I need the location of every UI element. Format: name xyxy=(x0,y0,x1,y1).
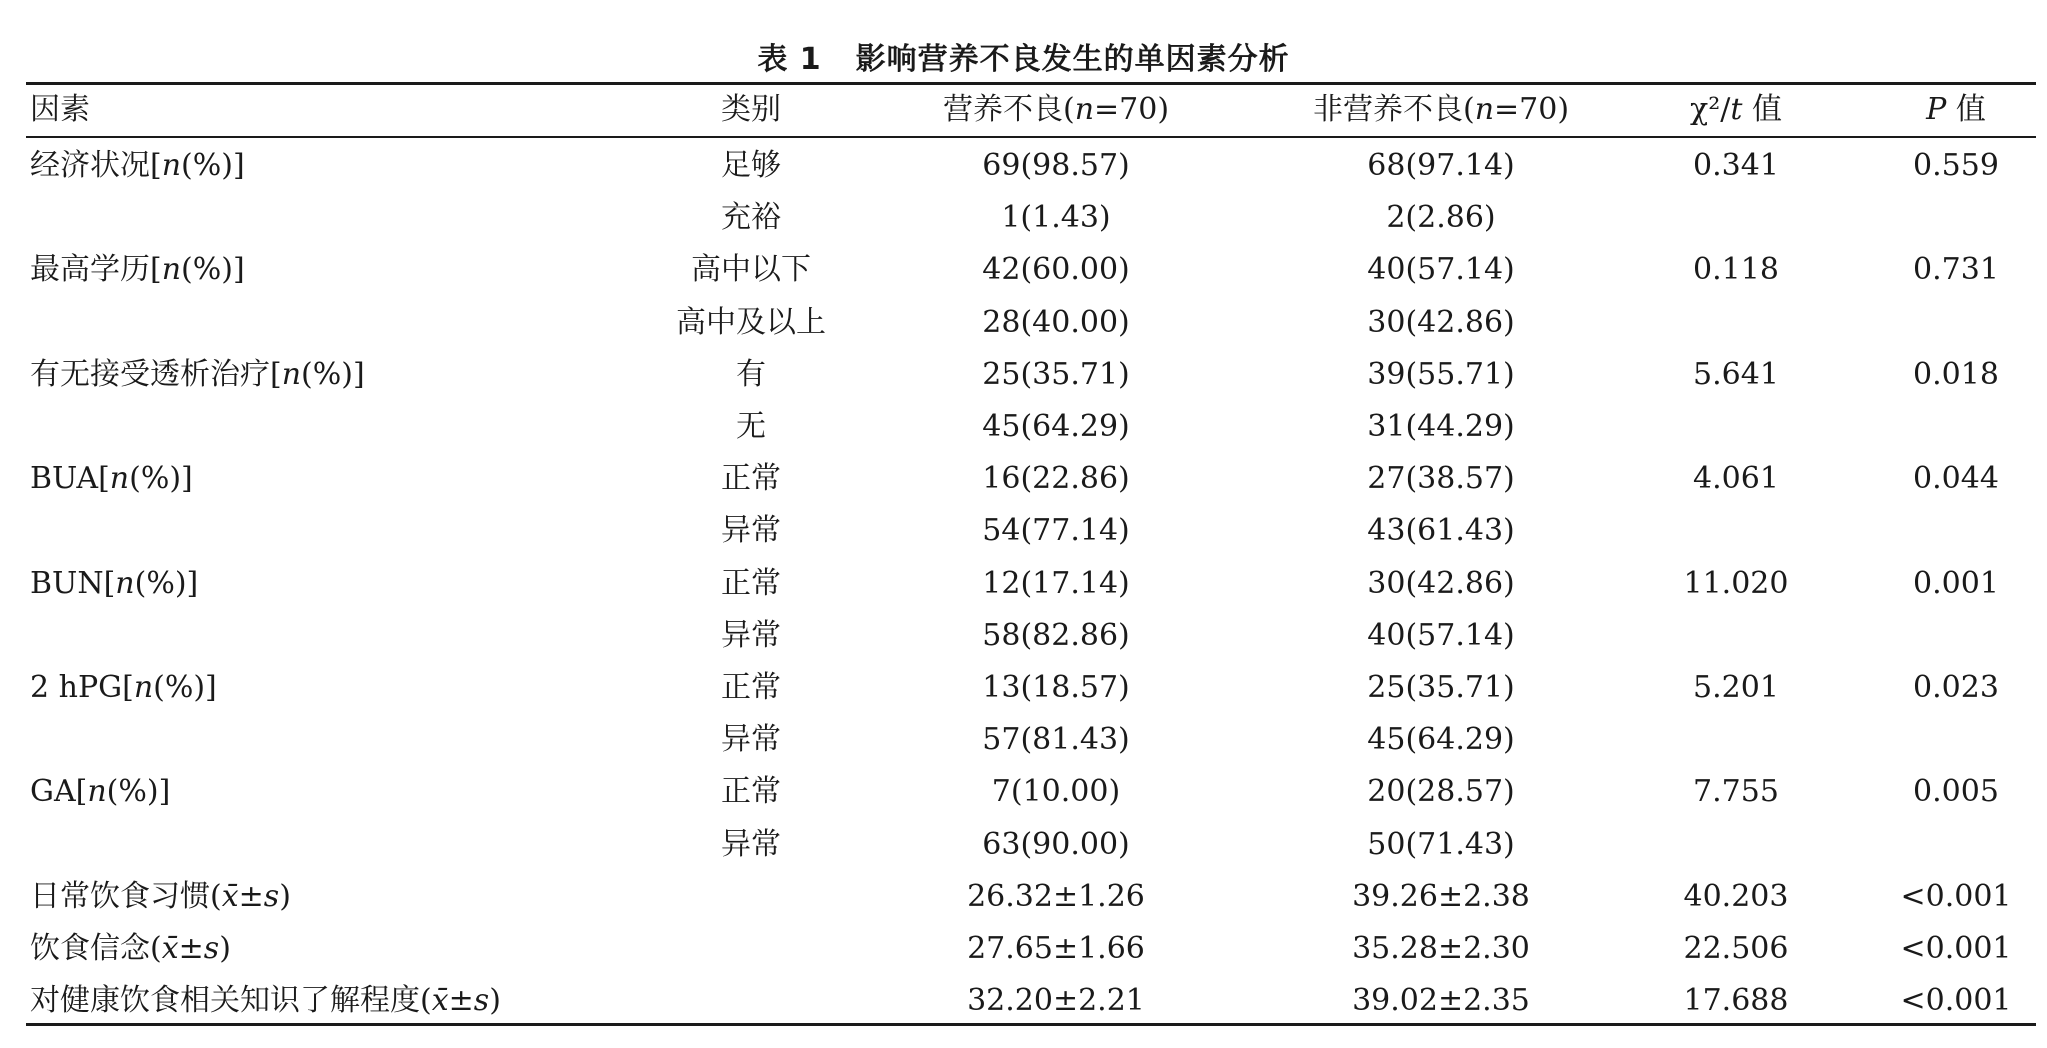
cell-factor: 经济状况[n(%)] xyxy=(30,148,245,183)
cell-malnutrition: 13(18.57) xyxy=(982,670,1130,705)
cell-non-malnutrition: 35.28±2.30 xyxy=(1352,931,1530,966)
cell-non-malnutrition: 30(42.86) xyxy=(1367,565,1515,601)
cell-non-malnutrition: 25(35.71) xyxy=(1367,670,1515,705)
cell-factor: 有无接受透析治疗[n(%)] xyxy=(30,356,365,392)
header-malnutrition: 营养不良(n=70) xyxy=(942,92,1170,127)
cell-factor: GA[n(%)] xyxy=(30,774,171,810)
cell-factor: BUA[n(%)] xyxy=(30,461,193,497)
cell-stat: 5.641 xyxy=(1693,356,1779,392)
cell-non-malnutrition: 40(57.14) xyxy=(1367,617,1515,653)
header-stat: χ²/t 值 xyxy=(1690,92,1782,127)
cell-malnutrition: 57(81.43) xyxy=(982,722,1130,758)
table-row xyxy=(26,453,2036,505)
cell-non-malnutrition: 43(61.43) xyxy=(1367,513,1515,549)
cell-non-malnutrition: 30(42.86) xyxy=(1367,304,1515,340)
cell-non-malnutrition: 68(97.14) xyxy=(1367,148,1515,183)
table-row xyxy=(26,192,2036,244)
cell-p-value: 0.023 xyxy=(1913,670,1999,705)
header-p-value: P 值 xyxy=(1926,92,1986,127)
header-factor: 因素 xyxy=(30,92,90,127)
cell-stat: 17.688 xyxy=(1683,983,1789,1019)
cell-malnutrition: 28(40.00) xyxy=(982,304,1130,340)
cell-category: 有 xyxy=(736,356,766,392)
cell-category: 足够 xyxy=(721,148,781,183)
header-category: 类别 xyxy=(721,92,781,127)
cell-p-value: <0.001 xyxy=(1900,931,2012,966)
table-row xyxy=(26,819,2036,871)
cell-non-malnutrition: 31(44.29) xyxy=(1367,409,1515,444)
cell-non-malnutrition: 2(2.86) xyxy=(1386,200,1496,236)
cell-category: 高中及以上 xyxy=(676,304,826,340)
cell-category: 异常 xyxy=(721,722,781,758)
cell-category: 异常 xyxy=(721,513,781,549)
cell-stat: 11.020 xyxy=(1683,565,1789,601)
cell-category: 充裕 xyxy=(721,200,781,236)
table-row xyxy=(26,140,2036,192)
cell-p-value: 0.044 xyxy=(1913,461,1999,497)
cell-factor: 饮食信念(x̄±s) xyxy=(30,931,231,966)
table-row xyxy=(26,505,2036,557)
cell-malnutrition: 1(1.43) xyxy=(1001,200,1111,236)
cell-non-malnutrition: 50(71.43) xyxy=(1367,826,1515,862)
cell-stat: 0.341 xyxy=(1693,148,1779,183)
cell-malnutrition: 69(98.57) xyxy=(982,148,1130,183)
table-header-row xyxy=(26,84,2036,136)
cell-non-malnutrition: 40(57.14) xyxy=(1367,252,1515,288)
cell-non-malnutrition: 39.26±2.38 xyxy=(1352,878,1530,914)
cell-malnutrition: 45(64.29) xyxy=(982,409,1130,444)
cell-category: 高中以下 xyxy=(691,252,811,288)
cell-factor: 最高学历[n(%)] xyxy=(30,252,245,288)
cell-category: 异常 xyxy=(721,826,781,862)
cell-malnutrition: 58(82.86) xyxy=(982,617,1130,653)
table-row xyxy=(26,766,2036,818)
table-row xyxy=(26,349,2036,401)
cell-category: 正常 xyxy=(721,565,781,601)
table-row xyxy=(26,662,2036,714)
table-header-rule xyxy=(26,136,2036,138)
cell-stat: 40.203 xyxy=(1683,878,1789,914)
table-row xyxy=(26,923,2036,975)
cell-stat: 22.506 xyxy=(1683,931,1789,966)
cell-stat: 4.061 xyxy=(1693,461,1779,497)
cell-p-value: 0.731 xyxy=(1913,252,1999,288)
header-non-malnutrition: 非营养不良(n=70) xyxy=(1312,92,1570,127)
table-row xyxy=(26,714,2036,766)
table-bottom-rule xyxy=(26,1023,2036,1026)
cell-non-malnutrition: 20(28.57) xyxy=(1367,774,1515,810)
cell-p-value: <0.001 xyxy=(1900,878,2012,914)
cell-factor: 2 hPG[n(%)] xyxy=(30,670,217,705)
cell-malnutrition: 32.20±2.21 xyxy=(967,983,1145,1019)
cell-malnutrition: 7(10.00) xyxy=(991,774,1121,810)
cell-malnutrition: 27.65±1.66 xyxy=(967,931,1145,966)
cell-p-value: 0.001 xyxy=(1913,565,1999,601)
cell-p-value: 0.018 xyxy=(1913,356,1999,392)
cell-stat: 0.118 xyxy=(1693,252,1779,288)
cell-p-value: 0.005 xyxy=(1913,774,1999,810)
table-row xyxy=(26,244,2036,296)
table-title: 影响营养不良发生的单因素分析 xyxy=(855,42,1290,77)
cell-stat: 7.755 xyxy=(1693,774,1779,810)
cell-malnutrition: 16(22.86) xyxy=(982,461,1130,497)
table-row xyxy=(26,871,2036,923)
table-row xyxy=(26,401,2036,453)
cell-factor: BUN[n(%)] xyxy=(30,565,199,601)
cell-category: 正常 xyxy=(721,670,781,705)
cell-category: 异常 xyxy=(721,617,781,653)
cell-malnutrition: 63(90.00) xyxy=(982,826,1130,862)
table-row xyxy=(26,558,2036,610)
cell-category: 无 xyxy=(736,409,766,444)
cell-stat: 5.201 xyxy=(1693,670,1779,705)
cell-factor: 日常饮食习惯(x̄±s) xyxy=(30,878,291,914)
cell-non-malnutrition: 39(55.71) xyxy=(1367,356,1515,392)
table-number: 表 1 xyxy=(757,42,822,77)
cell-p-value: <0.001 xyxy=(1900,983,2012,1019)
cell-category: 正常 xyxy=(721,461,781,497)
cell-malnutrition: 42(60.00) xyxy=(982,252,1130,288)
table-row xyxy=(26,297,2036,349)
cell-category: 正常 xyxy=(721,774,781,810)
cell-non-malnutrition: 27(38.57) xyxy=(1367,461,1515,497)
cell-non-malnutrition: 39.02±2.35 xyxy=(1352,983,1530,1019)
cell-malnutrition: 12(17.14) xyxy=(982,565,1130,601)
cell-factor: 对健康饮食相关知识了解程度(x̄±s) xyxy=(30,983,501,1019)
table-row xyxy=(26,975,2036,1027)
cell-malnutrition: 54(77.14) xyxy=(982,513,1130,549)
cell-malnutrition: 26.32±1.26 xyxy=(967,878,1145,914)
cell-non-malnutrition: 45(64.29) xyxy=(1367,722,1515,758)
table-row xyxy=(26,610,2036,662)
cell-malnutrition: 25(35.71) xyxy=(982,356,1130,392)
cell-p-value: 0.559 xyxy=(1913,148,1999,183)
table-caption xyxy=(0,34,2047,78)
